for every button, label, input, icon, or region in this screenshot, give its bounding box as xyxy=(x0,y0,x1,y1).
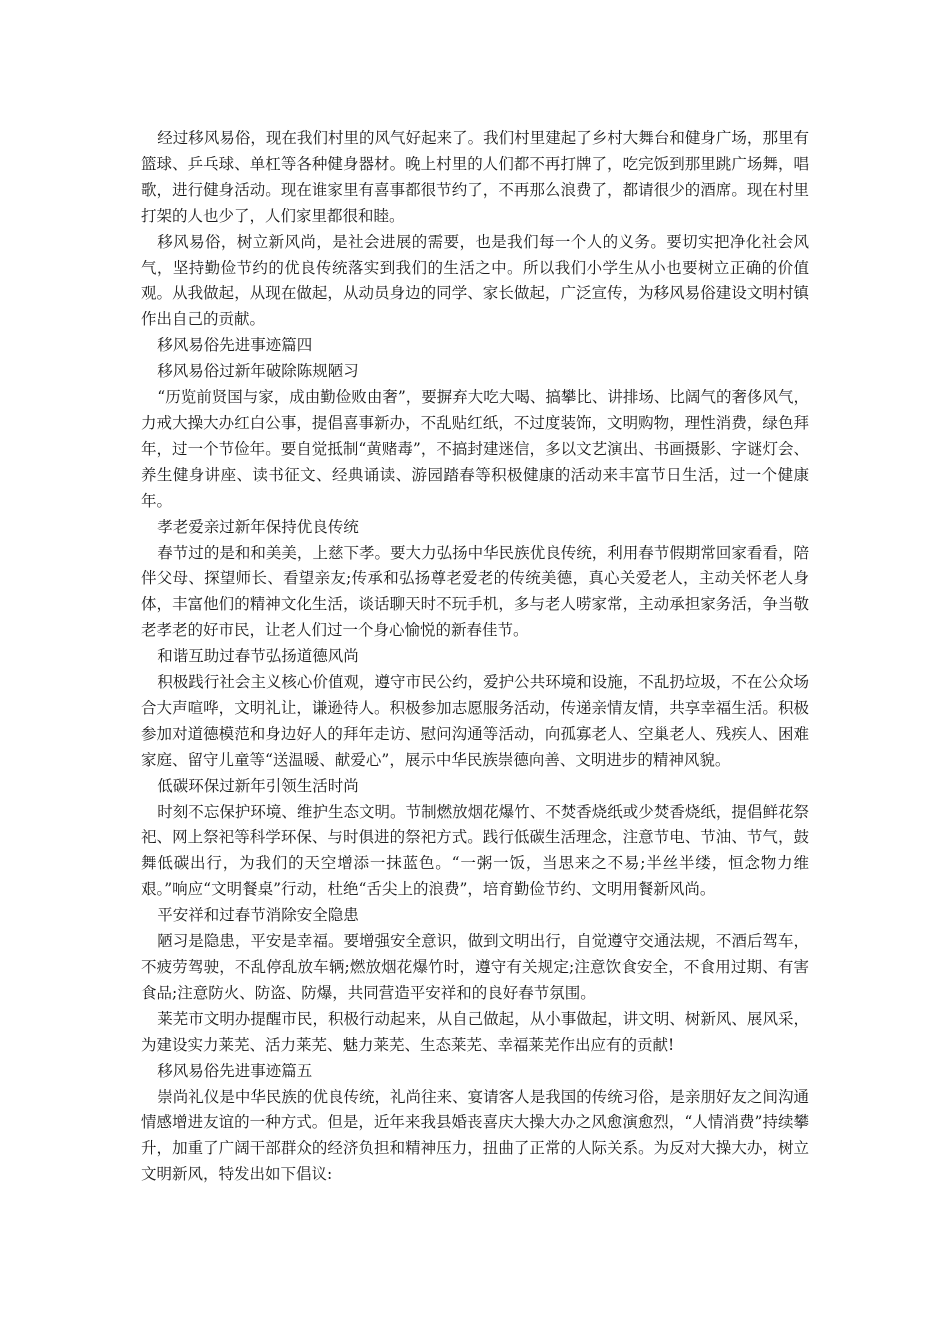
paragraph-harmony-mutual-aid: 积极践行社会主义核心价值观，遵守市民公约，爱护公共环境和设施，不乱扔垃圾，不在公众场合大声喧哗，文明礼让，谦逊待人。积极参加志愿服务活动，传递亲情友情，共享幸福生活。积极参加对道德模范和身边好人的拜年走访、慰问沟通等活动，向孤寡老人、空巢老人、残疾人、困难家庭、留守儿童等“送温暖、献爱心”，展示中华民族崇德向善、文明进步的精神风貌。 xyxy=(141,673,809,769)
subheading-low-carbon: 低碳环保过新年引领生活时尚 xyxy=(157,776,359,795)
paragraph-laiwu-reminder: 莱芜市文明办提醒市民，积极行动起来，从自己做起，从小事做起，讲文明、树新风、展风采，为建设实力莱芜、活力莱芜、魅力莱芜、生态莱芜、幸福莱芜作出应有的贡献! xyxy=(141,1009,809,1054)
paragraph-village-change: 经过移风易俗，现在我们村里的风气好起来了。我们村里建起了乡村大舞台和健身广场，那里有篮球、乒乓球、单杠等各种健身器材。晚上村里的人们都不再打牌了，吃完饭到那里跳广场舞，唱歌，进行健身活动。现在谁家里有喜事都很节约了，不再那么浪费了，都请很少的酒席。现在村里打架的人也少了，人们家里都很和睦。 xyxy=(141,129,809,225)
paragraph-filial-piety: 春节过的是和和美美，上慈下孝。要大力弘扬中华民族优良传统，利用春节假期常回家看看，陪伴父母、探望师长、看望亲友;传承和弘扬尊老爱老的传统美德，真心关爱老人，主动关怀老人身体，丰富他们的精神文化生活，谈话聊天时不玩手机，多与老人唠家常，主动承担家务活，争当敬老孝老的好市民，让老人们过一个身心愉悦的新春佳节。 xyxy=(141,543,809,640)
subheading-filial-piety: 孝老爱亲过新年保持优良传统 xyxy=(157,517,359,536)
subheading-harmony-mutual-aid: 和谐互助过春节弘扬道德风尚 xyxy=(157,647,359,666)
section-heading-part-five: 移风易俗先进事迹篇五 xyxy=(157,1061,313,1080)
paragraph-low-carbon: 时刻不忘保护环境、维护生态文明。节制燃放烟花爆竹、不焚香烧纸或少焚香烧纸，提倡鲜花祭祀、网上祭祀等科学环保、与时俱进的祭祀方式。践行低碳生活理念，注意节电、节油、节气，鼓舞低碳出行，为我们的天空增添一抹蓝色。“一粥一饭，当思来之不易;半丝半缕，恒念物力维艰。”响应“文明餐桌”行动，杜绝“舌尖上的浪费”，培育勤俭节约、文明用餐新风尚。 xyxy=(141,802,809,899)
paragraph-new-customs-duty: 移风易俗，树立新风尚，是社会进展的需要，也是我们每一个人的义务。要切实把净化社会风气，坚持勤俭节约的优良传统落实到我们的生活之中。所以我们小学生从小也要树立正确的价值观。从我做起，从现在做起，从动员身边的同学、家长做起，广泛宣传，为移风易俗建设文明村镇作出自己的贡献。 xyxy=(141,232,809,329)
paragraph-safety: 陋习是隐患，平安是幸福。要增强安全意识，做到文明出行，自觉遵守交通法规，不酒后驾车，不疲劳驾驶，不乱停乱放车辆;燃放烟花爆竹时，遵守有关规定;注意饮食安全，不食用过期、有害食品;注意防火、防盗、防爆，共同营造平安祥和的良好春节氛围。 xyxy=(141,932,809,1002)
document-page xyxy=(141,126,809,1188)
section-heading-part-four: 移风易俗先进事迹篇四 xyxy=(157,336,313,355)
subheading-safety: 平安祥和过春节消除安全隐患 xyxy=(157,906,359,925)
paragraph-frugal-new-year: “历览前贤国与家，成由勤俭败由奢”，要摒弃大吃大喝、搞攀比、讲排场、比阔气的奢侈风气，力戒大操大办红白公事，提倡喜事新办，不乱贴红纸，不过度装饰，文明购物，理性消费，绿色拜年，过一个节俭年。要自觉抵制“黄赌毒”，不搞封建迷信，多以文艺演出、书画摄影、字谜灯会、养生健身讲座、读书征文、经典诵读、游园踏春等积极健康的活动来丰富节日生活，过一个健康年。 xyxy=(141,388,809,510)
subheading-break-old-habits: 移风易俗过新年破除陈规陋习 xyxy=(157,362,359,381)
paragraph-etiquette-proposal: 崇尚礼仪是中华民族的优良传统，礼尚往来、宴请客人是我国的传统习俗，是亲朋好友之间沟通情感增进友谊的一种方式。但是，近年来我县婚丧喜庆大操大办之风愈演愈烈，“人情消费”持续攀升，加重了广阔干部群众的经济负担和精神压力，扭曲了正常的人际关系。为反对大操大办，树立文明新风，特发出如下倡议: xyxy=(141,1087,809,1184)
